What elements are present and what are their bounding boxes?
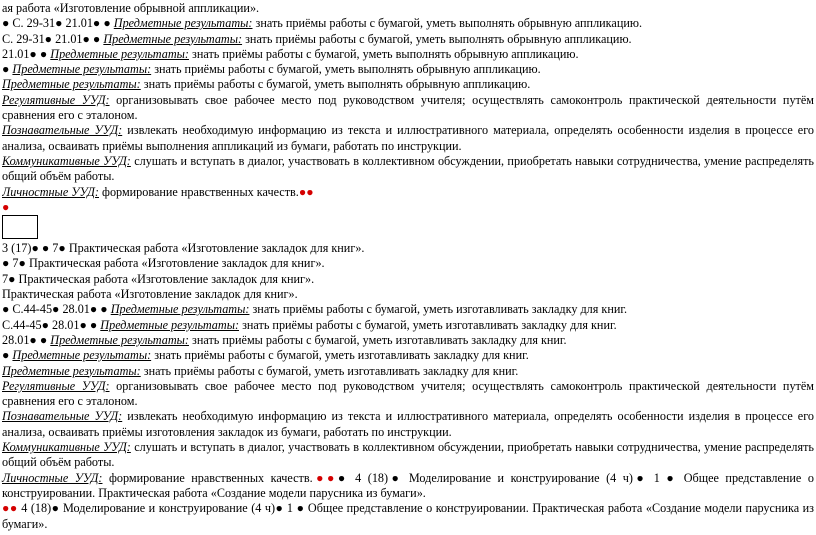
bullet-icon: ● (39, 46, 48, 61)
bullet-icon: ● (58, 241, 66, 256)
bullet-icon: ● (29, 332, 37, 347)
bullet-icon: ● (92, 16, 101, 31)
line-result: ● Предметные результаты: знать приёмы работы с бумагой, уметь изготавливать закладку для книг. (2, 348, 529, 363)
communicative-label: Коммуникативные УУД: (2, 440, 131, 455)
subject-results-label: Предметные результаты: (2, 77, 141, 92)
line-date-result: 21.01● ● Предметные результаты: знать приёмы работы с бумагой, уметь выполнять обрывную аппликацию. (2, 46, 579, 61)
regulatory-block: Регулятивные УУД: организовывать свое рабочее место под руководством учителя; осуществлять самоконтроль практической деятельности путём сравнения его с эталоном. (2, 378, 814, 409)
bullet-icon: ● (2, 16, 10, 31)
line-page-date-result: ● С. 29-31● 21.01● ● Предметные результаты: знать приёмы работы с бумагой, уметь выполнять обрывную аппликацию. (2, 16, 643, 31)
bullet-icon: ● (44, 31, 53, 46)
bullet-icon: ● (666, 470, 678, 485)
communicative-block: Коммуникативные УУД: слушать и вступать в диалог, участвовать в коллективном обсуждении, приобретать навыки сотрудничества, умение распределять общий объём работы. (2, 440, 814, 470)
line-lesson-3-17: 3 (17)● ● 7● Практическая работа «Изготовление закладок для книг». (2, 241, 365, 256)
bullet-icon: ● (8, 271, 16, 286)
bullet-icon: ● (41, 317, 49, 332)
empty-box (2, 215, 38, 239)
personal-label: Личностные УУД: (2, 470, 103, 485)
bullet-icon: ● (52, 302, 60, 317)
red-bullet-icon: ● (298, 184, 307, 199)
bullet-icon: ● (31, 241, 39, 256)
subject-results-label: Предметные результаты: (12, 62, 152, 77)
bullet-icon: ● (275, 501, 284, 516)
subject-results-label: Предметные результаты: (50, 46, 189, 61)
subject-results-label: Предметные результаты: (110, 302, 250, 317)
cognitive-label: Познавательные УУД: (2, 123, 123, 138)
line-result: ● Предметные результаты: знать приёмы работы с бумагой, уметь выполнять обрывную аппликацию. (2, 62, 541, 77)
empty-box-row (2, 215, 814, 241)
red-bullet-icon: ● (2, 199, 10, 214)
bullet-icon: ● (2, 256, 10, 271)
bullet-icon: ● (29, 46, 37, 61)
line-page-date-result: ● С.44-45● 28.01● ● Предметные результаты: знать приёмы работы с бумагой, уметь изготавливать закладку для книг. (2, 302, 628, 317)
bullet-icon: ● (2, 348, 10, 363)
subject-results-label: Предметные результаты: (50, 332, 189, 347)
red-bullet-icon: ● (2, 501, 10, 516)
line-practical-work: Практическая работа «Изготовление закладок для книг». (2, 287, 298, 302)
subject-results-label: Предметные результаты: (100, 317, 240, 332)
line-page-date-result: С.44-45● 28.01● ● Предметные результаты: знать приёмы работы с бумагой, уметь изготавливать закладку для книг. (2, 317, 617, 332)
bullet-icon: ● (82, 31, 90, 46)
subject-results-label: Предметные результаты: (103, 31, 243, 46)
red-bullet-icon: ● (306, 184, 314, 199)
line-lesson-title: ая работа «Изготовление обрывной аппликации». (2, 1, 260, 15)
line-page-date-result: С. 29-31● 21.01● ● Предметные результаты: знать приёмы работы с бумагой, уметь выполнять обрывную аппликацию. (2, 31, 632, 46)
cognitive-block: Познавательные УУД: извлекать необходимую информацию из текста и иллюстративного материала, определять особенности изделия в процессе его анализа, осваивать приёмы выполнения аппликаций из бумаги, работать по инструкции. (2, 123, 814, 153)
personal-block: Личностные УУД: формирование нравственных качеств.●●● 4 (18)● Моделирование и конструирование (4 ч)● 1 ● Общее представление о конструировании. Практическая работа «Создание модели парусника из бумаги». (2, 470, 814, 500)
red-bullet-icon: ● (312, 470, 327, 485)
red-bullet-icon: ● (326, 470, 338, 485)
cognitive-label: Познавательные УУД: (2, 409, 123, 424)
bullet-icon: ● (39, 332, 48, 347)
regulatory-label: Регулятивные УУД: (2, 378, 110, 393)
bullet-icon: ● (2, 62, 10, 77)
document-body (2, 1, 814, 532)
line-lesson-7: ● 7● Практическая работа «Изготовление закладок для книг». (2, 256, 325, 271)
bullet-icon: ● (2, 302, 10, 317)
personal-label: Личностные УУД: (2, 184, 99, 199)
subject-results-label: Предметные результаты: (113, 16, 253, 31)
communicative-block: Коммуникативные УУД: слушать и вступать в диалог, участвовать в коллективном обсуждении, приобретать навыки сотрудничества, умение распределять общий объём работы. (2, 153, 814, 184)
bullet-icon: ● (388, 470, 403, 485)
bullet-icon: ● (89, 302, 98, 317)
line-result: Предметные результаты: знать приёмы работы с бумагой, уметь изготавливать закладку для книг. (2, 363, 519, 378)
regulatory-block: Регулятивные УУД: организовывать свое рабочее место под руководством учителя; осуществлять самоконтроль практической деятельности путём сравнения его с эталоном. (2, 92, 814, 123)
red-bullet-icon: ● (9, 501, 18, 516)
bullet-icon: ● (100, 302, 108, 317)
cognitive-block: Познавательные УУД: извлекать необходимую информацию из текста и иллюстративного материала, определять особенности изделия в процессе его анализа, осваивать приёмы изготовления закладок из бумаги, работать по инструкции. (2, 409, 814, 439)
bullet-icon: ● (103, 16, 111, 31)
bullet-icon: ● (55, 16, 63, 31)
bullet-icon: ● (18, 256, 26, 271)
communicative-label: Коммуникативные УУД: (2, 153, 131, 168)
line-lesson-7: 7● Практическая работа «Изготовление закладок для книг». (2, 271, 315, 286)
bullet-icon: ● (51, 501, 60, 516)
bullet-icon: ● (41, 241, 50, 256)
bullet-icon: ● (92, 31, 101, 46)
bullet-icon: ● (296, 501, 305, 516)
line-date-result: 28.01● ● Предметные результаты: знать приёмы работы с бумагой, уметь изготавливать закладку для книг. (2, 332, 567, 347)
regulatory-label: Регулятивные УУД: (2, 92, 110, 107)
bullet-icon: ● (79, 317, 87, 332)
personal-block: Личностные УУД: формирование нравственных качеств.●● (2, 184, 314, 199)
bullet-icon: ● (89, 317, 98, 332)
bullet-icon: ● (337, 470, 349, 485)
subject-results-label: Предметные результаты: (2, 363, 141, 378)
bullet-icon: ● (632, 470, 648, 485)
subject-results-label: Предметные результаты: (12, 348, 152, 363)
line-lesson-4-18: ●● 4 (18)● Моделирование и конструирование (4 ч)● 1 ● Общее представление о конструировании. Практическая работа «Создание модели парусника из бумаги». (2, 501, 814, 531)
red-marker-line (2, 200, 814, 215)
line-result: Предметные результаты: знать приёмы работы с бумагой, уметь выполнять обрывную аппликацию. (2, 77, 531, 92)
